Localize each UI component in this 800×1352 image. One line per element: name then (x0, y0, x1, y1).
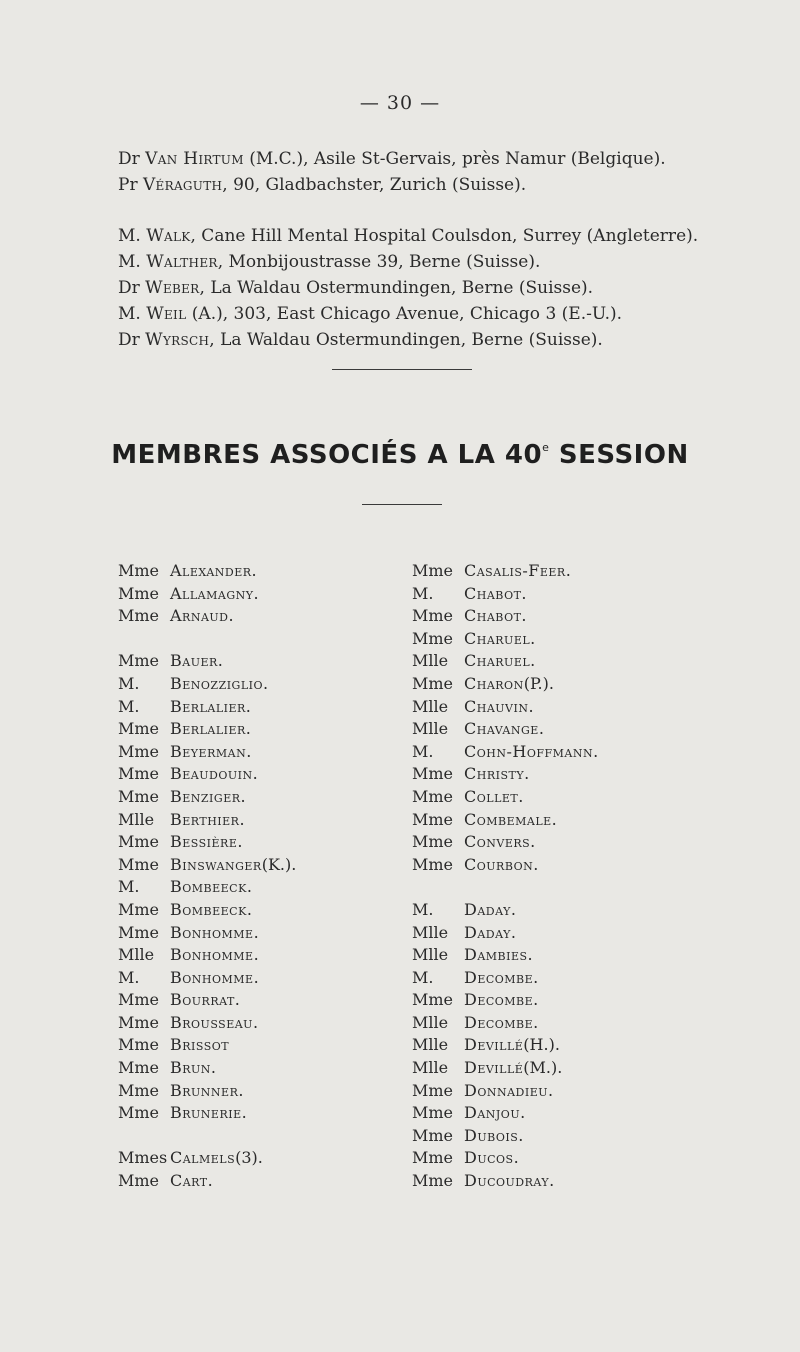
member-suffix: (3). (235, 1148, 263, 1168)
list-item (118, 1012, 296, 1035)
member-name: Bessière. (170, 832, 243, 852)
member-title: Mlle (412, 719, 449, 739)
list-item (412, 967, 599, 990)
list-item (412, 650, 599, 673)
member-title: Mme (412, 628, 454, 648)
entry-details: , 90, Gladbachster, Zurich (Suisse). (222, 175, 527, 195)
list-item (412, 989, 599, 1012)
heading-superscript: e (542, 441, 550, 454)
member-name: Beaudouin. (170, 764, 259, 784)
member-name: Bonhomme. (170, 945, 260, 965)
list-item (412, 1125, 599, 1148)
member-name: Chabot. (464, 606, 528, 626)
list-item (118, 967, 296, 990)
member-title: Mme (118, 764, 160, 784)
member-title: Mme (412, 673, 454, 693)
member-title: M. (118, 877, 140, 897)
member-column-left (118, 560, 296, 1193)
member-title: Mme (118, 1035, 160, 1055)
member-name: Cart. (170, 1171, 214, 1191)
member-name: Daday. (464, 899, 517, 919)
member-name: Ducoudray. (464, 1171, 555, 1191)
member-name: Courbon. (464, 854, 539, 874)
list-item (118, 223, 698, 249)
member-name: Allamagny. (170, 583, 260, 603)
member-title: Mme (118, 1080, 160, 1100)
list-item (412, 605, 599, 628)
member-name: Alexander. (170, 561, 258, 580)
list-item (118, 989, 296, 1012)
member-name: Chabot. (464, 583, 528, 603)
member-suffix: (H.). (523, 1035, 560, 1055)
member-name: Benziger. (170, 786, 247, 806)
member-name: Berthier. (170, 809, 246, 829)
member-title: Mme (118, 741, 160, 761)
entry-details: , La Waldau Ostermundingen, Berne (Suisse). (199, 278, 594, 298)
entry-details: , Monbijoustrasse 39, Berne (Suisse). (217, 252, 541, 272)
member-title: Mme (412, 854, 454, 874)
member-name: Brunner. (170, 1080, 244, 1100)
member-suffix: (K.). (261, 854, 297, 874)
member-name: Brissot (170, 1035, 230, 1055)
member-name: Charuel. (464, 628, 536, 648)
member-title: Mme (118, 561, 160, 580)
member-name: Beyerman. (170, 741, 252, 761)
entry-name: Wyrsch (145, 330, 210, 350)
member-title: Mme (412, 786, 454, 806)
list-item (118, 146, 698, 172)
member-name: Chavange. (464, 719, 545, 739)
member-title: Mme (118, 1012, 160, 1032)
member-title: M. (118, 967, 140, 987)
entry-title: M. (118, 226, 141, 246)
list-item (412, 786, 599, 809)
heading-end: SESSION (549, 440, 689, 470)
member-title: M. (412, 583, 434, 603)
list-item (118, 944, 296, 967)
member-title: Mme (118, 583, 160, 603)
member-title: M. (118, 673, 140, 693)
member-title: Mlle (412, 1012, 449, 1032)
member-name: Devillé (464, 1035, 524, 1055)
spacer (118, 198, 698, 223)
member-title: Mme (118, 606, 160, 626)
list-item (412, 1170, 599, 1193)
member-name: Dubois. (464, 1125, 524, 1145)
list-item (412, 741, 599, 764)
member-title: Mme (412, 1080, 454, 1100)
member-title: M. (412, 899, 434, 919)
list-item (412, 763, 599, 786)
member-column-right (412, 560, 599, 1193)
list-item (412, 944, 599, 967)
member-name: Berlalier. (170, 719, 252, 739)
member-name: Bombeeck. (170, 899, 253, 919)
member-title: Mme (118, 990, 160, 1010)
spacer (118, 628, 296, 651)
member-name: Combemale. (464, 809, 558, 829)
spacer (412, 876, 599, 899)
member-name: Charon (464, 673, 524, 693)
divider (332, 369, 472, 370)
member-title: M. (412, 967, 434, 987)
member-title: Mme (118, 1103, 160, 1123)
member-title: Mme (118, 832, 160, 852)
member-title: Mlle (412, 1058, 449, 1078)
member-name: Donnadieu. (464, 1080, 554, 1100)
spacer (118, 1125, 296, 1148)
member-name: Casalis-Feer. (464, 561, 572, 580)
member-name: Collet. (464, 786, 524, 806)
top-member-list (118, 146, 698, 353)
member-title: Mme (412, 561, 454, 580)
list-item (412, 718, 599, 741)
member-name: Cohn-Hoffmann. (464, 741, 599, 761)
entry-name: Walk (146, 226, 191, 246)
list-item (118, 1034, 296, 1057)
member-name: Chauvin. (464, 696, 535, 716)
entry-title: M. (118, 252, 141, 272)
member-title: Mme (412, 764, 454, 784)
list-item (118, 605, 296, 628)
list-item (118, 560, 296, 583)
member-title: Mme (412, 1103, 454, 1123)
list-item (118, 1102, 296, 1125)
member-name: Bonhomme. (170, 967, 260, 987)
member-title: Mme (118, 651, 160, 671)
member-name: Brunerie. (170, 1103, 248, 1123)
member-title: Mme (118, 1171, 160, 1191)
entry-details: , Cane Hill Mental Hospital Coulsdon, Surrey (Angleterre). (190, 226, 699, 246)
member-title: Mlle (118, 945, 155, 965)
member-title: Mme (118, 899, 160, 919)
member-name: Brun. (170, 1058, 217, 1078)
list-item (118, 583, 296, 606)
member-title: Mme (412, 990, 454, 1010)
list-item (118, 763, 296, 786)
list-item (118, 696, 296, 719)
member-name: Bonhomme. (170, 922, 260, 942)
member-title: Mme (118, 922, 160, 942)
divider (362, 504, 442, 505)
list-item (412, 922, 599, 945)
page-number: — 30 — (359, 92, 441, 114)
member-name: Ducos. (464, 1148, 520, 1168)
list-item (118, 1170, 296, 1193)
list-item (118, 741, 296, 764)
list-item (118, 1147, 296, 1170)
list-item (118, 899, 296, 922)
member-title: M. (118, 696, 140, 716)
list-item (118, 249, 698, 275)
member-name: Charuel. (464, 651, 536, 671)
member-suffix: (P.). (523, 673, 554, 693)
list-item (118, 809, 296, 832)
member-name: Convers. (464, 832, 536, 852)
list-item (412, 1102, 599, 1125)
list-item (412, 673, 599, 696)
section-heading (0, 440, 800, 470)
member-title: Mlle (412, 922, 449, 942)
member-title: Mlle (412, 1035, 449, 1055)
member-name: Bauer. (170, 651, 224, 671)
list-item (118, 922, 296, 945)
list-item (118, 327, 698, 353)
list-item (412, 583, 599, 606)
member-name: Binswanger (170, 854, 262, 874)
member-name: Decombe. (464, 967, 539, 987)
list-item (118, 301, 698, 327)
member-name: Berlalier. (170, 696, 252, 716)
list-item (412, 1080, 599, 1103)
entry-details: (M.C.), Asile St-Gervais, près Namur (Belgique). (243, 149, 666, 169)
member-name: Christy. (464, 764, 530, 784)
member-title: Mme (118, 854, 160, 874)
member-name: Bourrat. (170, 990, 241, 1010)
member-name: Arnaud. (170, 606, 235, 626)
member-name: Benozziglio. (170, 673, 269, 693)
list-item (412, 1057, 599, 1080)
entry-title: Dr (118, 278, 140, 298)
member-name: Decombe. (464, 1012, 539, 1032)
member-title: Mme (412, 832, 454, 852)
member-name: Calmels (170, 1148, 236, 1168)
member-title: Mlle (412, 651, 449, 671)
entry-details: , La Waldau Ostermundingen, Berne (Suisse). (209, 330, 603, 350)
list-item (412, 831, 599, 854)
list-item (412, 1147, 599, 1170)
member-title: Mme (412, 1148, 454, 1168)
list-item (412, 1012, 599, 1035)
list-item (118, 650, 296, 673)
member-title: Mlle (412, 945, 449, 965)
member-title: M. (412, 741, 434, 761)
entry-name: Véraguth (142, 175, 223, 195)
list-item (118, 1080, 296, 1103)
list-item (412, 560, 599, 583)
list-item (412, 809, 599, 832)
entry-name: Weil (146, 304, 187, 324)
list-item (412, 899, 599, 922)
member-title: Mme (412, 1125, 454, 1145)
list-item (412, 1034, 599, 1057)
member-name: Danjou. (464, 1103, 526, 1123)
list-item (118, 876, 296, 899)
list-item (118, 172, 698, 198)
entry-title: Dr (118, 330, 140, 350)
list-item (118, 1057, 296, 1080)
list-item (118, 275, 698, 301)
entry-title: Dr (118, 149, 140, 169)
entry-name: Van Hirtum (145, 149, 244, 169)
entry-name: Walther (146, 252, 218, 272)
member-title: Mme (412, 606, 454, 626)
member-name: Decombe. (464, 990, 539, 1010)
member-title: Mme (118, 1058, 160, 1078)
member-name: Devillé (464, 1058, 524, 1078)
member-title: Mme (118, 786, 160, 806)
member-title: Mmes (118, 1148, 168, 1168)
member-name: Dambies. (464, 945, 534, 965)
member-name: Bombeeck. (170, 877, 253, 897)
entry-title: M. (118, 304, 141, 324)
list-item (412, 854, 599, 877)
list-item (118, 673, 296, 696)
list-item (118, 831, 296, 854)
member-name: Brousseau. (170, 1012, 259, 1032)
member-name: Daday. (464, 922, 517, 942)
list-item (118, 854, 296, 877)
member-title: Mme (412, 809, 454, 829)
member-title: Mme (412, 1171, 454, 1191)
list-item (412, 696, 599, 719)
entry-title: Pr (118, 175, 138, 195)
list-item (118, 786, 296, 809)
list-item (118, 718, 296, 741)
entry-name: Weber (145, 278, 200, 298)
entry-details: (A.), 303, East Chicago Avenue, Chicago 3 (E.-U.). (186, 304, 623, 324)
heading-main: MEMBRES ASSOCIÉS A LA 40 (111, 440, 543, 470)
member-title: Mme (118, 719, 160, 739)
list-item (412, 628, 599, 651)
member-title: Mlle (412, 696, 449, 716)
member-suffix: (M.). (523, 1058, 563, 1078)
member-title: Mlle (118, 809, 155, 829)
